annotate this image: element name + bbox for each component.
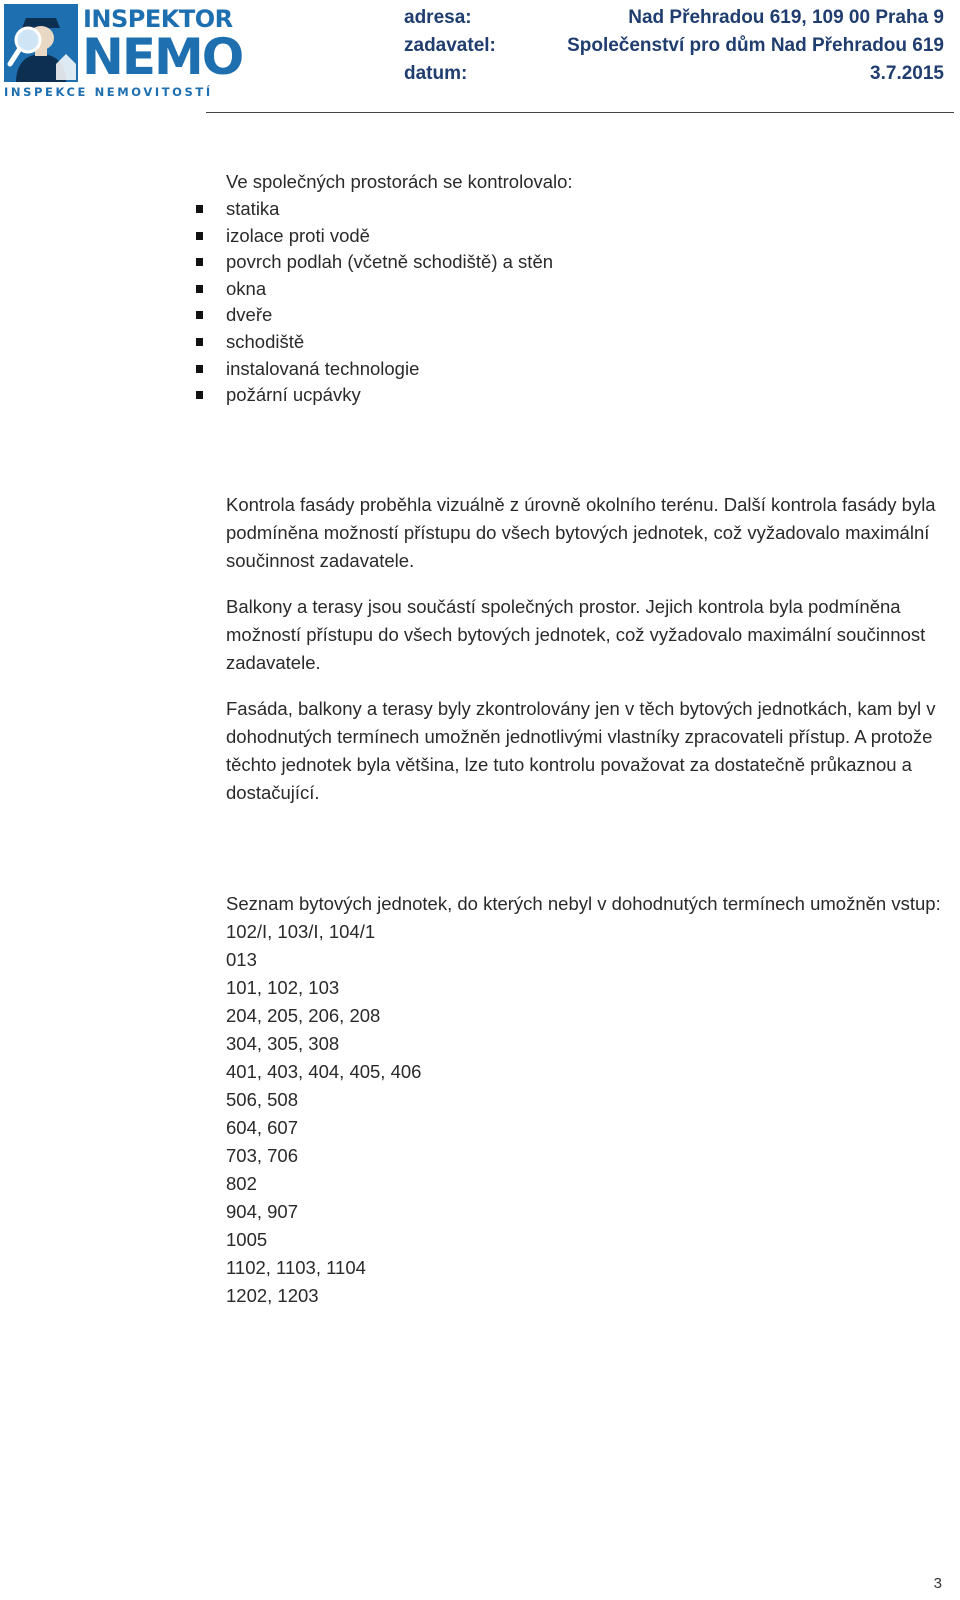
logo-word-inspektor: INSPEKTOR: [83, 5, 233, 33]
report-meta: [404, 4, 944, 88]
date-value: 3.7.2015: [870, 63, 944, 84]
logo-word-nemo: NEMO: [82, 28, 243, 86]
list-item: [226, 196, 946, 223]
square-bullet-icon: [196, 338, 203, 346]
meta-row-date: [404, 60, 944, 88]
date-label: datum:: [404, 63, 468, 84]
units-row: 1202, 1203: [226, 1285, 319, 1306]
client-value: Společenství pro dům Nad Přehradou 619: [567, 35, 944, 56]
units-row: 703, 706: [226, 1145, 299, 1166]
square-bullet-icon: [196, 205, 203, 213]
list-item: [226, 302, 946, 329]
units-row: 304, 305, 308: [226, 1033, 340, 1054]
units-row: 401, 403, 404, 405, 406: [226, 1061, 422, 1082]
list-item-label: dveře: [226, 304, 273, 326]
list-item: [226, 382, 946, 409]
list-item: [226, 249, 946, 276]
square-bullet-icon: [196, 391, 203, 399]
list-item: [226, 329, 946, 356]
list-item-label: požární ucpávky: [226, 384, 361, 406]
units-list: [226, 918, 946, 1310]
list-item-label: povrch podlah (včetně schodiště) a stěn: [226, 251, 554, 273]
facade-paragraph: Kontrola fasády proběhla vizuálně z úrovně okolního terénu. Další kontrola fasády byla podmíněna možností přístupu do všech bytových jednotek, což vyžadovalo maximální součinnost zadavatele.: [226, 494, 936, 571]
list-item-label: instalovaná technologie: [226, 357, 420, 379]
square-bullet-icon: [196, 311, 203, 319]
list-item-label: okna: [226, 277, 267, 299]
address-label: adresa:: [404, 7, 472, 28]
units-intro: Seznam bytových jednotek, do kterých nebyl v dohodnutých termínech umožněn vstup:: [226, 893, 941, 914]
balconies-paragraph: Balkony a terasy jsou součástí společných prostor. Jejich kontrola byla podmíněna možností přístupu do všech bytových jednotek, což vyžadovalo maximální součinnost zadavatele.: [226, 596, 926, 673]
units-row: 013: [226, 949, 257, 970]
checks-section: [226, 168, 946, 409]
list-item-label: izolace proti vodě: [226, 224, 370, 246]
units-row: 101, 102, 103: [226, 977, 340, 998]
units-row: 604, 607: [226, 1117, 299, 1138]
units-row: 204, 205, 206, 208: [226, 1005, 381, 1026]
page-header: [0, 0, 960, 115]
list-item-label: statika: [226, 198, 280, 219]
meta-row-address: [404, 4, 944, 32]
units-row: 802: [226, 1173, 257, 1194]
list-item: [226, 276, 946, 303]
company-logo: [4, 4, 243, 104]
square-bullet-icon: [196, 258, 203, 266]
units-row: 102/I, 103/I, 104/1: [226, 921, 376, 942]
logo-tagline: INSPEKCE NEMOVITOSTÍ: [4, 85, 213, 99]
checks-intro: Ve společných prostorách se kontrolovalo:: [226, 171, 573, 192]
inspector-magnifier-icon: [4, 4, 78, 82]
square-bullet-icon: [196, 365, 203, 373]
checks-list: [226, 196, 946, 409]
client-label: zadavatel:: [404, 35, 496, 56]
list-item: [226, 356, 946, 383]
units-row: 1005: [226, 1229, 268, 1250]
square-bullet-icon: [196, 285, 203, 293]
list-item: [226, 223, 946, 250]
square-bullet-icon: [196, 232, 203, 240]
address-value: Nad Přehradou 619, 109 00 Praha 9: [628, 7, 944, 28]
facade-section: [226, 491, 946, 825]
units-row: 506, 508: [226, 1089, 299, 1110]
meta-row-client: [404, 32, 944, 60]
page-number: 3: [933, 1575, 942, 1592]
list-item-label: schodiště: [226, 330, 305, 352]
units-section: [226, 890, 946, 1310]
conclusion-paragraph: Fasáda, balkony a terasy byly zkontrolovány jen v těch bytových jednotkách, kam byl v dohodnutých termínech umožněn jednotlivými vlastníky zpracovateli přístup. A protože těchto jednotek byla většina, lze tuto kontrolu považovat za dostatečně průkaznou a dostačující.: [226, 698, 936, 803]
units-row: 1102, 1103, 1104: [226, 1257, 366, 1278]
header-divider: [206, 112, 954, 113]
units-row: 904, 907: [226, 1201, 299, 1222]
